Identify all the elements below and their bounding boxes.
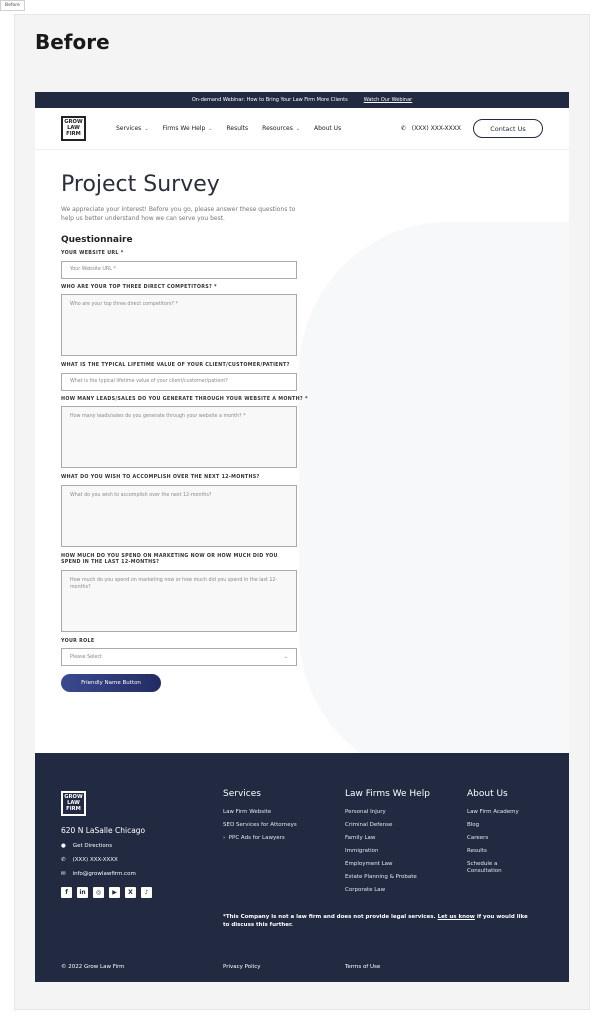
leads-textarea[interactable]: How many leads/sales do you generate through your website a month? * <box>61 406 297 468</box>
survey-title: Project Survey <box>61 172 220 197</box>
footer-link[interactable]: Results <box>467 848 487 854</box>
footer-link[interactable]: Law Firm Academy <box>467 809 519 815</box>
lifetime-value-label: WHAT IS THE TYPICAL LIFETIME VALUE OF YOUR CLIENT/CUSTOMER/PATIENT? <box>61 363 290 368</box>
youtube-icon[interactable]: ▶ <box>109 887 120 898</box>
footer-link[interactable]: Immigration <box>345 848 379 854</box>
chevron-down-icon: ⌄ <box>144 125 149 132</box>
get-directions-link[interactable]: ● Get Directions <box>61 843 113 849</box>
competitors-textarea[interactable]: Who are your top three direct competitors? * <box>61 294 297 356</box>
phone-icon: ✆ <box>61 857 66 863</box>
footer <box>35 753 569 982</box>
competitors-label: WHO ARE YOUR TOP THREE DIRECT COMPETITORS? * <box>61 284 217 290</box>
logo[interactable]: GROW LAW FIRM <box>61 116 86 141</box>
nav-resources[interactable]: Resources ⌄ <box>262 125 301 132</box>
webinar-link[interactable]: Watch Our Webinar <box>363 97 413 103</box>
nav-phone[interactable]: ✆ (XXX) XXX-XXXX <box>400 125 461 132</box>
instagram-icon[interactable]: ◎ <box>93 887 104 898</box>
footer-phone[interactable]: ✆ (XXX) XXX-XXXX <box>61 857 118 863</box>
footer-logo[interactable]: GROW LAW FIRM <box>61 791 86 816</box>
footer-link[interactable]: Corporate Law <box>345 887 386 893</box>
goals-textarea[interactable]: What do you wish to accomplish over the next 12-months? <box>61 485 297 547</box>
x-icon[interactable]: X <box>125 887 136 898</box>
facebook-icon[interactable]: f <box>61 887 72 898</box>
url-label: YOUR WEBSITE URL * <box>61 251 124 256</box>
footer-link[interactable]: Criminal Defense <box>345 822 393 828</box>
disclaimer: *This Company is not a law firm and does not provide legal services. Let us know if you would like to discuss this further. <box>223 914 528 928</box>
page-heading: Before <box>35 30 110 54</box>
nav-about[interactable]: About Us <box>314 125 342 132</box>
footer-link[interactable]: Estate Planning & Probate <box>345 874 417 880</box>
announcement-text: On-demand Webinar: How to Bring Your Law Firm More Clients <box>191 97 348 103</box>
footer-link[interactable]: › PPC Ads for Lawyers <box>223 835 285 841</box>
footer-services-title: Services <box>223 789 261 799</box>
let-us-know-link[interactable]: Let us know <box>437 914 475 920</box>
footer-email[interactable]: ✉ info@growlawfirm.com <box>61 871 136 877</box>
nav-firms[interactable]: Firms We Help ⌄ <box>162 125 213 132</box>
copyright: © 2022 Grow Law Firm <box>61 964 125 970</box>
footer-link[interactable]: Law Firm Website <box>223 809 272 815</box>
footer-link[interactable]: Family Law <box>345 835 376 841</box>
chevron-down-icon: ⌄ <box>283 654 288 660</box>
chevron-down-icon: ⌄ <box>208 125 213 132</box>
role-label: YOUR ROLE <box>61 638 95 644</box>
nav-services[interactable]: Services ⌄ <box>116 125 149 132</box>
privacy-link[interactable]: Privacy Policy <box>223 964 261 970</box>
marketing-spend-textarea[interactable]: How much do you spend on marketing now or how much did you spend in the last 12-months? <box>61 570 297 632</box>
contact-button[interactable]: Contact Us <box>473 119 543 138</box>
footer-link[interactable]: Employment Law <box>345 861 393 867</box>
goals-label: WHAT DO YOU WISH TO ACCOMPLISH OVER THE NEXT 12-MONTHS? <box>61 475 260 480</box>
footer-firms-title: Law Firms We Help <box>345 789 430 799</box>
nav-results[interactable]: Results <box>226 125 249 132</box>
terms-link[interactable]: Terms of Use <box>345 964 381 970</box>
marketing-spend-label: HOW MUCH DO YOU SPEND ON MARKETING NOW OR HOW MUCH DID YOU SPEND IN THE LAST 12-MONTHS? <box>61 553 278 565</box>
footer-link[interactable]: Blog <box>467 822 480 828</box>
before-tag: Before <box>0 0 25 11</box>
questionnaire-heading: Questionnaire <box>61 235 133 245</box>
location-pin-icon: ● <box>61 843 66 849</box>
survey-intro: We appreciate your interest! Before you go, please answer these questions to help us better understand how we can serve you best. <box>61 206 296 222</box>
main-nav <box>35 108 569 150</box>
footer-link[interactable]: Careers <box>467 835 489 841</box>
role-select[interactable]: Please Select ⌄ <box>61 648 297 666</box>
chevron-down-icon: ⌄ <box>295 125 301 132</box>
footer-link[interactable]: Schedule a Consultation <box>467 861 502 874</box>
leads-label: HOW MANY LEADS/SALES DO YOU GENERATE THROUGH YOUR WEBSITE A MONTH? * <box>61 396 308 402</box>
footer-link[interactable]: Personal Injury <box>345 809 386 815</box>
lifetime-value-input[interactable]: What is the typical lifetime value of your client/customer/patient? <box>61 373 297 391</box>
footer-link[interactable]: SEO Services for Attorneys <box>223 822 297 828</box>
phone-icon: ✆ <box>400 125 406 132</box>
submit-button[interactable]: Friendly Name Button <box>61 674 161 692</box>
site-preview <box>35 92 569 982</box>
chevron-right-icon: › <box>223 835 229 841</box>
footer-about-title: About Us <box>467 789 508 799</box>
announcement-bar <box>35 92 569 108</box>
footer-address: 620 N LaSalle Chicago <box>61 826 146 835</box>
tiktok-icon[interactable]: ♪ <box>141 887 152 898</box>
linkedin-icon[interactable]: in <box>77 887 88 898</box>
mail-icon: ✉ <box>61 871 66 877</box>
url-input[interactable]: Your Website URL * <box>61 261 297 279</box>
